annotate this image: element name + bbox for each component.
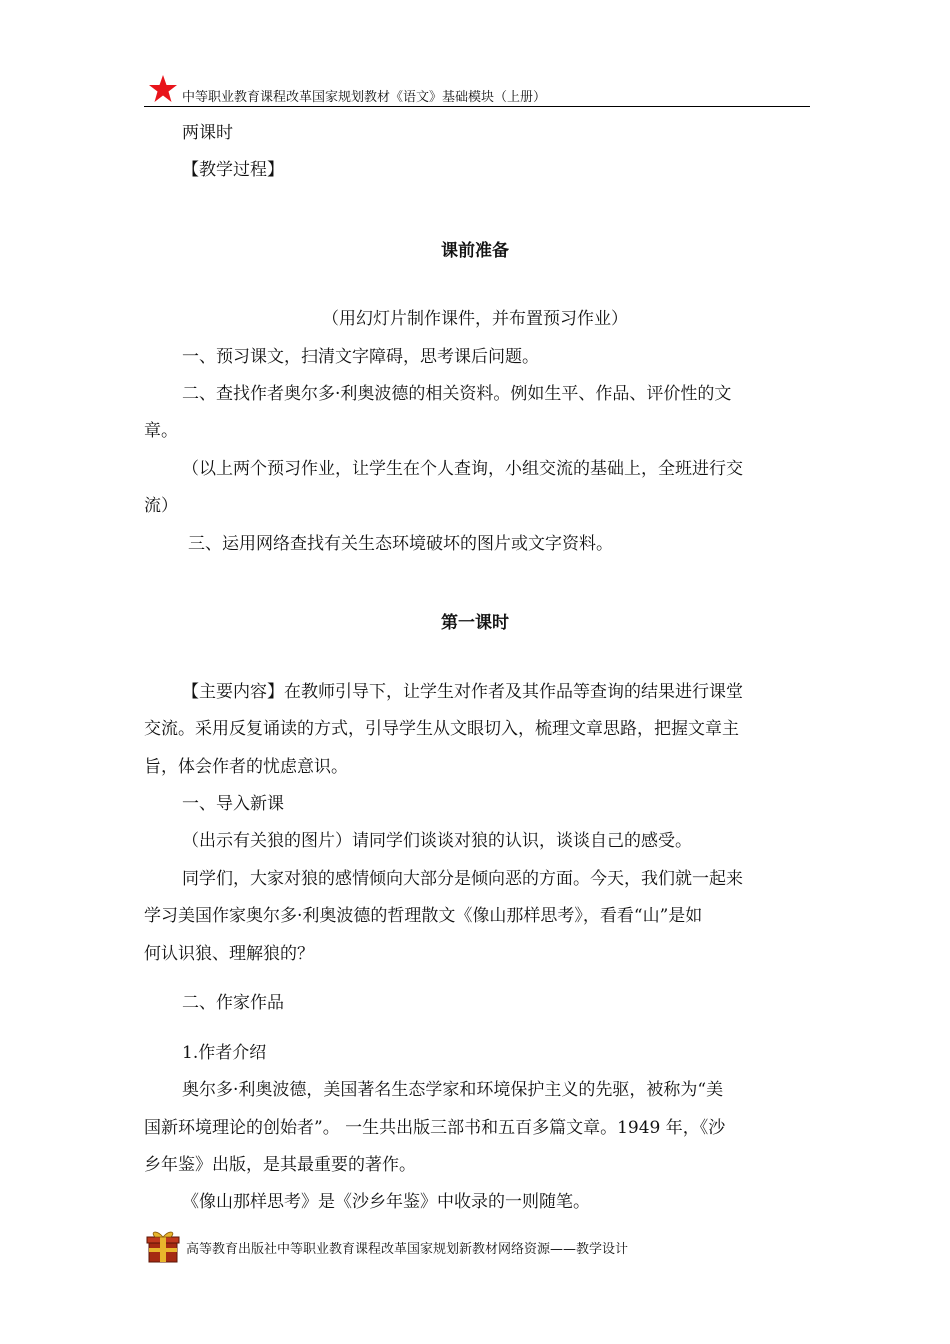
- prep-item-2: 二、查找作者奥尔多·利奥波德的相关资料。例如生平、作品、评价性的文: [182, 384, 732, 404]
- step-author-works-heading: 二、作家作品: [182, 993, 284, 1013]
- header-title: 中等职业教育课程改革国家规划教材《语文》基础模块（上册）: [182, 90, 547, 105]
- page-header: [144, 74, 810, 108]
- section-label-teaching-process: 【教学过程】: [182, 160, 284, 180]
- step-intro-heading: 一、导入新课: [182, 794, 284, 814]
- prep-note-2-cont: 流）: [144, 496, 178, 516]
- prep-note: （用幻灯片制作课件，并布置预习作业）: [322, 309, 628, 329]
- prep-item-1: 一、预习课文，扫清文字障碍，思考课后问题。: [182, 347, 539, 367]
- header-rule: [144, 106, 810, 107]
- lesson-duration: 两课时: [182, 123, 233, 143]
- author-intro-line-3: 乡年鉴》出版，是其最重要的著作。: [144, 1155, 416, 1175]
- heading-pre-class-preparation: 课前准备: [441, 241, 509, 261]
- prep-note-2: （以上两个预习作业，让学生在个人查询，小组交流的基础上，全班进行交: [182, 459, 743, 479]
- red-star-icon: [148, 74, 178, 104]
- prep-item-3: 三、运用网络查找有关生态环境破坏的图片或文字资料。: [188, 534, 613, 554]
- footer-text: 高等教育出版社中等职业教育课程改革国家规划新教材网络资源——教学设计: [186, 1242, 629, 1257]
- author-intro-line-2: 国新环境理论的创始者”。 一生共出版三部书和五百多篇文章。1949 年，《沙: [144, 1118, 726, 1138]
- essay-note: 《像山那样思考》是《沙乡年鉴》中收录的一则随笔。: [182, 1192, 590, 1212]
- step-intro-line: （出示有关狼的图片）请同学们谈谈对狼的认识，谈谈自己的感受。: [182, 831, 692, 851]
- prep-item-2-cont: 章。: [144, 421, 178, 441]
- intro-paragraph-line-2: 学习美国作家奥尔多·利奥波德的哲理散文《像山那样思考》，看看“山”是如: [144, 906, 703, 926]
- heading-first-lesson: 第一课时: [441, 613, 509, 633]
- main-content-line-2: 交流。采用反复诵读的方式，引导学生从文眼切入，梳理文章思路，把握文章主: [144, 719, 739, 739]
- intro-paragraph-line-3: 何认识狼、理解狼的？: [144, 944, 314, 964]
- author-intro-line-1: 奥尔多·利奥波德，美国著名生态学家和环境保护主义的先驱，被称为“美: [182, 1080, 724, 1100]
- author-intro-heading: 1.作者介绍: [182, 1043, 267, 1063]
- page-footer: [144, 1228, 824, 1264]
- intro-paragraph-line-1: 同学们，大家对狼的感情倾向大部分是倾向恶的方面。今天，我们就一起来: [182, 869, 743, 889]
- main-content-line-1: 【主要内容】在教师引导下，让学生对作者及其作品等查询的结果进行课堂: [182, 682, 743, 702]
- gift-box-icon: [146, 1228, 180, 1264]
- main-content-line-3: 旨，体会作者的忧虑意识。: [144, 757, 348, 777]
